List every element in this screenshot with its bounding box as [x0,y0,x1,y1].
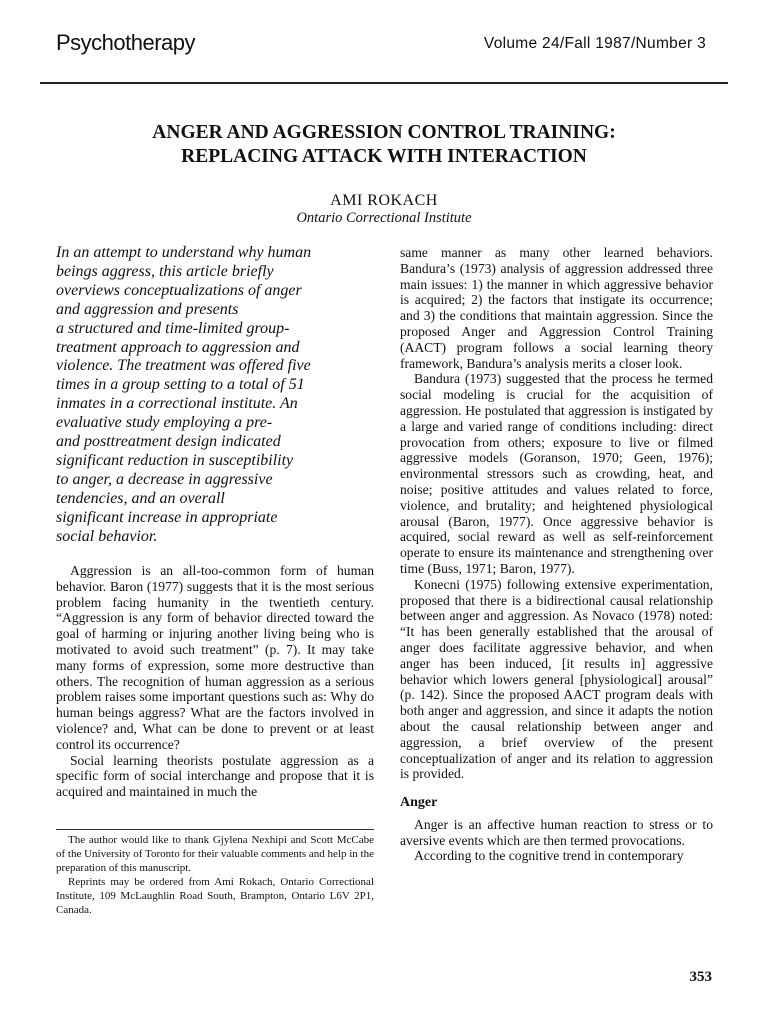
title-line-2: REPLACING ATTACK WITH INTERACTION [181,146,587,167]
body-paragraph: same manner as many other learned behaviors. Bandura’s (1973) analysis of aggression addressed three main issues: 1) the manner in which aggressive behavior is acquired; 2) the factors that instigate its occurrence; and 3) the conditions that maintain aggression. Since the proposed Anger and Aggression Control Training (AACT) program follows a social learning theory framework, Bandura’s analysis merits a closer look. [400,245,713,371]
header-rule [40,82,728,84]
author-name: AMI ROKACH [330,192,438,209]
volume-info: Volume 24/Fall 1987/Number 3 [483,35,706,52]
section-heading-anger: Anger [400,795,438,811]
abstract-line: In an attempt to understand why human [56,244,312,261]
abstract-line: to anger, a decrease in aggressive [56,470,273,488]
abstract-line: social behavior. [56,527,158,545]
abstract-line: significant reduction in susceptibility [56,451,294,469]
footnote [56,833,374,917]
abstract [56,244,374,547]
abstract-line: inmates in a correctional institute. An [56,395,298,413]
left-column-body [56,563,374,800]
abstract-line: times in a group setting to a total of 51 [56,376,305,394]
footnote-acknowledgment: The author would like to thank Gjylena Nexhipi and Scott McCabe of the University of Toronto for their valuable comments and help in the preparation of this manuscript. [56,834,374,874]
abstract-line: significant increase in appropriate [56,508,278,526]
page-number: 353 [689,969,712,985]
journal-name: Psychotherapy [56,30,196,55]
abstract-line: a structured and time-limited group- [56,319,290,337]
footnote-rule [56,829,374,830]
body-paragraph: Bandura (1973) suggested that the process he termed social modeling is crucial for the acquisition of aggression. He postulated that aggression is instigated by a large and varied range of conditions including: direct provocation from others; exposure to live or filmed aggressive models (Goranson, 1970; Geen, 1976); environmental stressors such as crowding, heat, and noise; positive attitudes and values related to force, violence, and brutality; and heightened physiological arousal (Baron, 1977). Once aggressive behavior is acquired, social reward as well as self-reinforcement operate to ensure its maintenance and strengthening over time (Buss, 1971; Baron, 1977). [400,371,713,576]
abstract-line: beings aggress, this article briefly [56,262,274,280]
author-affiliation: Ontario Correctional Institute [296,210,472,226]
footnote-reprints: Reprints may be ordered from Ami Rokach, Ontario Correctional Institute, 109 McLaughlin Road South, Brampton, Ontario L6V 2P1, Canada. [56,876,374,916]
body-paragraph: Social learning theorists postulate aggression as a specific form of social interchange and propose that it is acquired and maintained in much the [56,752,374,800]
abstract-line: violence. The treatment was offered five [56,357,311,375]
abstract-line: evaluative study employing a pre- [56,414,273,432]
article-title [60,121,708,169]
body-paragraph: According to the cognitive trend in contemporary [414,848,684,864]
abstract-line: and posttreatment design indicated [56,433,281,451]
abstract-line: tendencies, and an overall [56,489,225,507]
title-line-1: ANGER AND AGGRESSION CONTROL TRAINING: [152,122,616,143]
abstract-line: treatment approach to aggression and [56,338,300,356]
right-column-body [400,245,713,864]
body-paragraph: Anger is an affective human reaction to stress or to aversive events which are then termed provocations. [400,816,713,848]
abstract-line: and aggression and presents [56,300,239,318]
body-paragraph: Aggression is an all-too-common form of human behavior. Baron (1977) suggests that it is the most serious problem facing humanity in the twentieth century. “Aggression is any form of behavior directed toward the goal of harming or injuring another living being who is motivated to avoid such treatment” (p. 7). It may take many forms of expression, some more destructive than others. The recognition of human aggression as a serious problem raises some important questions such as: Why do human beings aggress? What are the factors involved in violence? and, What can be done to prevent or at least control its occurrence? [56,563,374,752]
abstract-line: overviews conceptualizations of anger [56,281,302,299]
body-paragraph: Konecni (1975) following extensive experimentation, proposed that there is a bidirectional causal relationship between anger and aggression. As Novaco (1978) noted: “It has been generally established that the arousal of anger does facilitate aggressive behavior, and when anger has been induced, [it results in] aggressive behavior which lowers general [physiological] arousal” (p. 142). Since the proposed AACT program deals with both anger and aggression, and since it adapts the notion about the causal relationship between anger and aggression, a brief overview of the present conceptualization of anger and its relation to aggression is provided. [400,576,713,782]
